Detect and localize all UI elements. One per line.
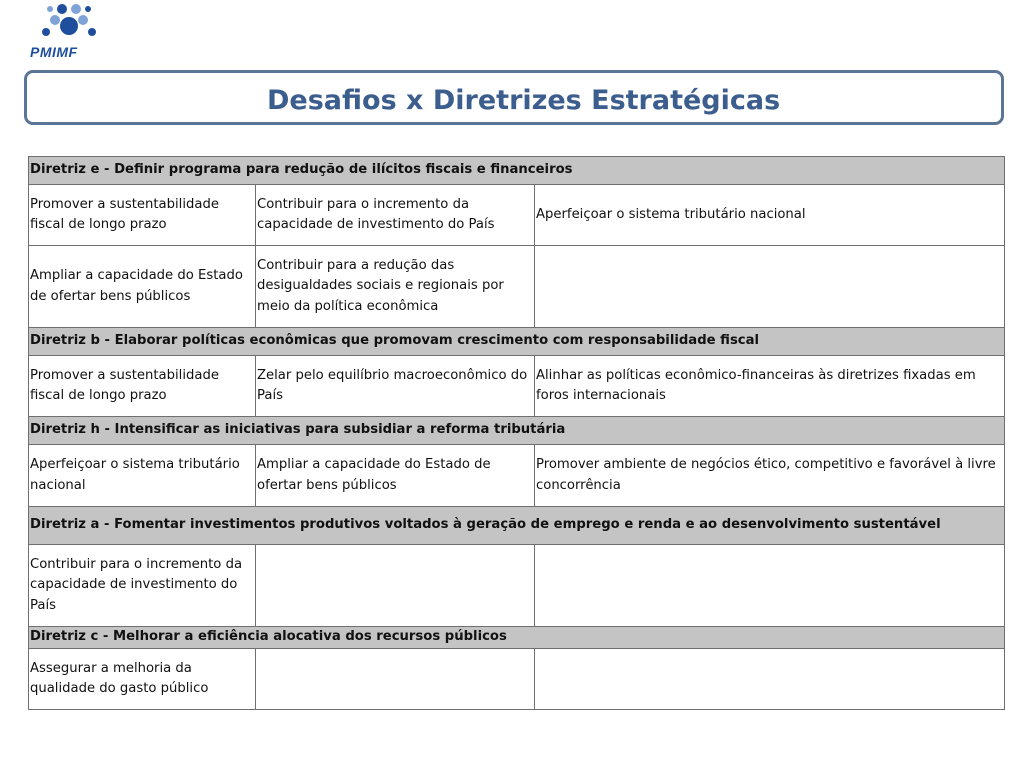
table-cell: Contribuir para o incremento da capacidade de investimento do País: [256, 185, 535, 246]
table-cell: [256, 545, 535, 627]
table-row: [29, 649, 1005, 710]
table-cell: [535, 246, 1005, 328]
table-row: [29, 356, 1005, 417]
group-header-row: [29, 328, 1005, 356]
group-header-row: [29, 417, 1005, 445]
table-cell: [256, 649, 535, 710]
table-row: [29, 185, 1005, 246]
table-cell: Contribuir para a redução das desigualdades sociais e regionais por meio da política econômica: [256, 246, 535, 328]
table-cell: [535, 545, 1005, 627]
group-header: Diretriz b - Elaborar políticas econômicas que promovam crescimento com responsabilidade fiscal: [29, 328, 1005, 356]
group-header-row: [29, 627, 1005, 649]
logo-text: PMIMF: [30, 44, 78, 60]
table-cell: Aperfeiçoar o sistema tributário nacional: [535, 185, 1005, 246]
page-title: Desafios x Diretrizes Estratégicas: [267, 85, 781, 116]
table-cell: Ampliar a capacidade do Estado de ofertar bens públicos: [256, 445, 535, 507]
table-row: [29, 246, 1005, 328]
table-cell: Alinhar as políticas econômico-financeiras às diretrizes fixadas em foros internacionais: [535, 356, 1005, 417]
group-header: Diretriz e - Definir programa para redução de ilícitos fiscais e financeiros: [29, 157, 1005, 185]
title-box: [24, 70, 1004, 125]
logo-figures-icon: [24, 2, 114, 46]
table-cell: Contribuir para o incremento da capacidade de investimento do País: [29, 545, 256, 627]
group-header-row: [29, 507, 1005, 545]
table-cell: Ampliar a capacidade do Estado de ofertar bens públicos: [29, 246, 256, 328]
group-header-row: [29, 157, 1005, 185]
group-header: Diretriz c - Melhorar a eficiência alocativa dos recursos públicos: [29, 627, 1005, 649]
table-cell: Aperfeiçoar o sistema tributário nacional: [29, 445, 256, 507]
table-row: [29, 545, 1005, 627]
table-row: [29, 445, 1005, 507]
table-cell: Zelar pelo equilíbrio macroeconômico do País: [256, 356, 535, 417]
guidelines-table: [28, 156, 1005, 710]
group-header: Diretriz a - Fomentar investimentos produtivos voltados à geração de emprego e renda e ao desenvolvimento sustentável: [29, 507, 1005, 545]
table-cell: Promover ambiente de negócios ético, competitivo e favorável à livre concorrência: [535, 445, 1005, 507]
table-cell: Assegurar a melhoria da qualidade do gasto público: [29, 649, 256, 710]
table-cell: Promover a sustentabilidade fiscal de longo prazo: [29, 356, 256, 417]
table-cell: Promover a sustentabilidade fiscal de longo prazo: [29, 185, 256, 246]
group-header: Diretriz h - Intensificar as iniciativas para subsidiar a reforma tributária: [29, 417, 1005, 445]
table-cell: [535, 649, 1005, 710]
pmimf-logo: [24, 2, 114, 64]
